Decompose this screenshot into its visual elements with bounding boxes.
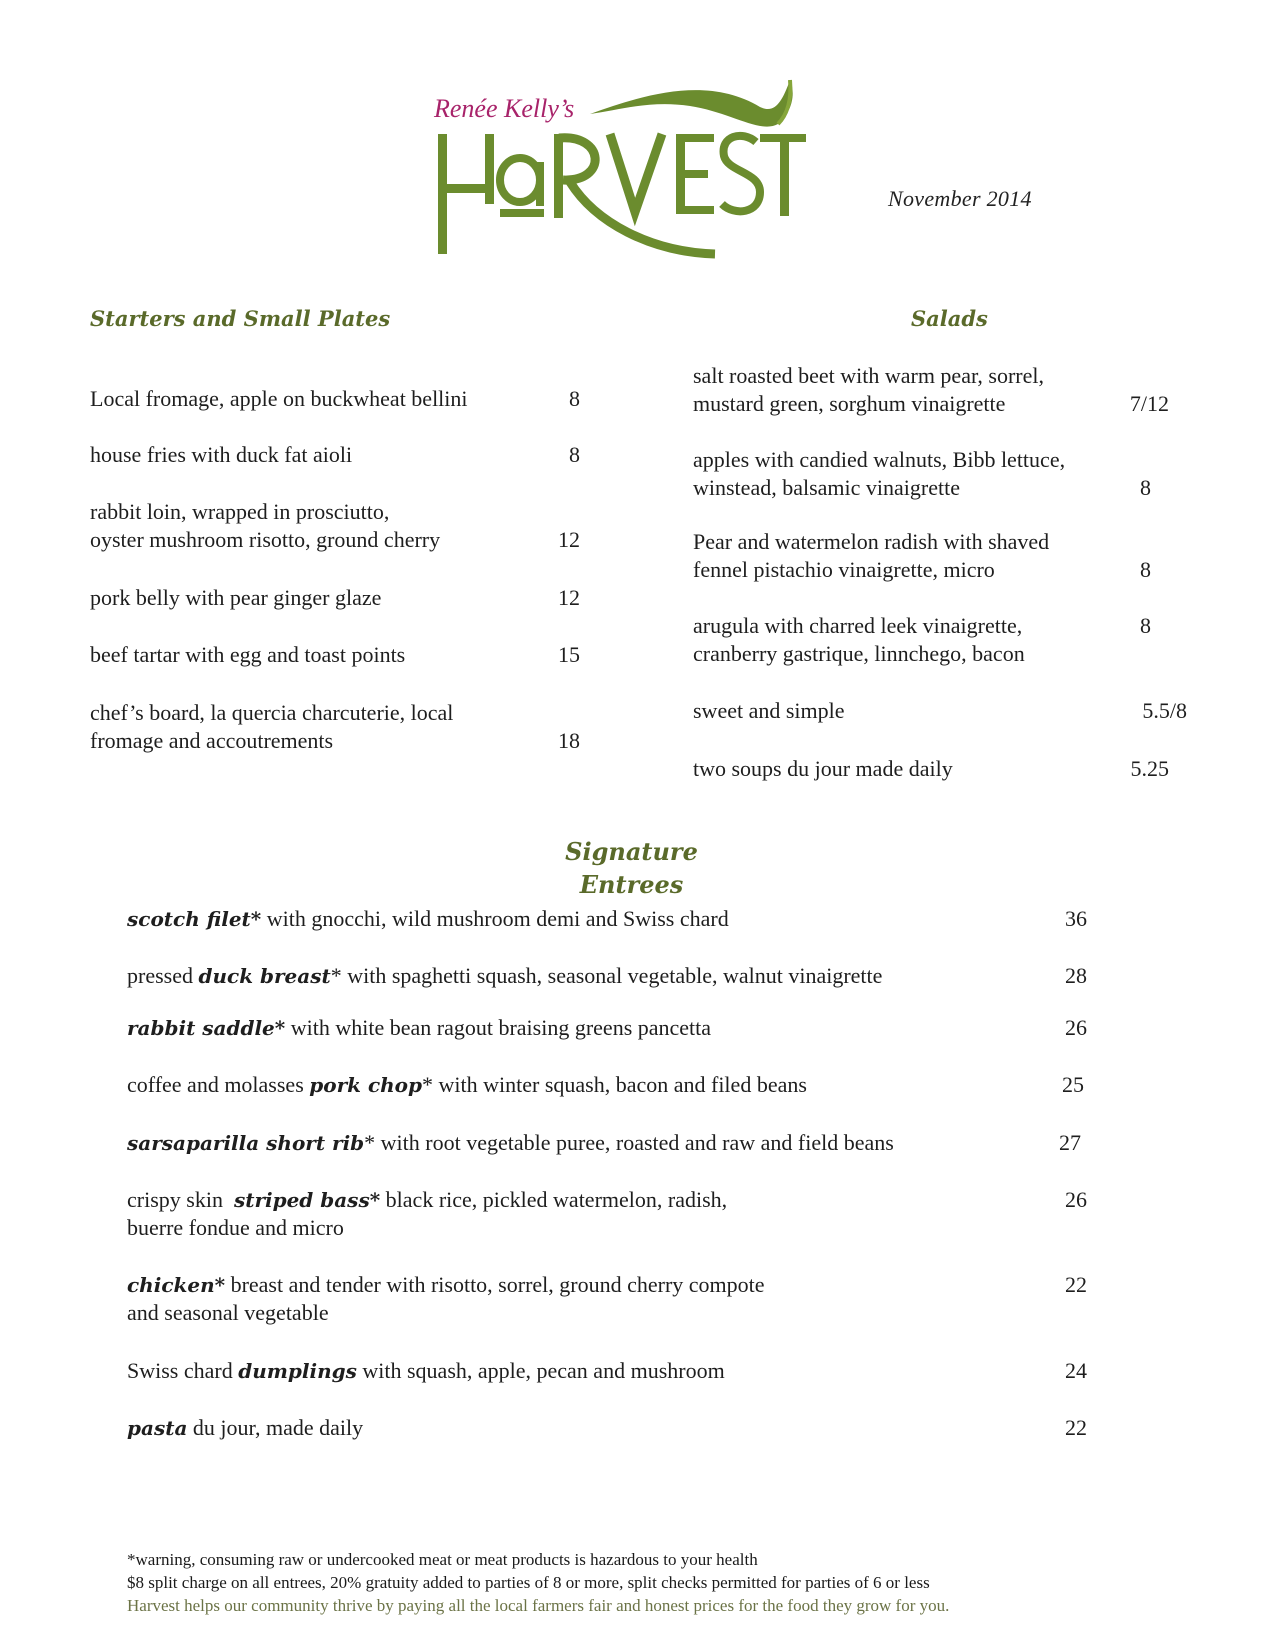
entree-name: rabbit saddle* [127,1016,286,1040]
entrees-title-line2: Entrees [579,870,684,899]
entree-prefix: crispy skin [127,1187,234,1212]
item-price: 8 [569,386,580,411]
entree-name: pork chop [309,1073,422,1097]
item-price: 18 [558,728,580,753]
entree-price: 24 [1065,1358,1087,1383]
entree-prefix: pressed [127,963,199,988]
entree-name: dumplings [238,1359,357,1383]
entree-name: scotch filet* [127,907,262,931]
entree-description: with white bean ragout braising greens pancetta [285,1015,712,1040]
item-price: 15 [558,642,580,667]
entree-name: chicken* [127,1273,226,1297]
community-mission: Harvest helps our community thrive by paying all the local farmers fair and honest prices for the food they grow for you. [127,1596,950,1615]
entree-item [127,1186,1087,1242]
item-price: 8 [569,442,580,467]
starters-title: Starters and Small Plates [90,306,391,331]
item-name: Local fromage, apple on buckwheat bellini [90,386,468,411]
item-name-line2: fennel pistachio vinaigrette, micro [693,557,995,582]
item-name: house fries with duck fat aioli [90,442,353,467]
item-name-line1: salt roasted beet with warm pear, sorrel, [693,363,1044,388]
entree-description: du jour, made daily [187,1415,364,1440]
item-price: 7/12 [1129,391,1169,416]
entree-item [127,905,1087,933]
salad-item [693,697,1193,725]
entree-description: with squash, apple, pecan and mushroom [356,1358,725,1383]
item-price: 8 [1140,475,1151,500]
footer-notes [127,1548,1187,1617]
raw-meat-warning: *warning, consuming raw or undercooked meat or meat products is hazardous to your health [127,1550,758,1569]
entree-price: 36 [1065,906,1087,931]
entree-price: 22 [1065,1272,1087,1297]
starter-item [90,699,580,755]
entree-description: * with spaghetti squash, seasonal vegetable, walnut vinaigrette [330,963,883,988]
entree-item [127,1271,1087,1327]
item-name-line2: winstead, balsamic vinaigrette [693,475,960,500]
split-charge-policy: $8 split charge on all entrees, 20% gratuity added to parties of 8 or more, split checks permitted for parties of 6 or less [127,1573,930,1592]
entree-name: striped bass* [233,1188,381,1212]
item-name-line1: rabbit loin, wrapped in prosciutto, [90,499,390,524]
item-name: beef tartar with egg and toast points [90,642,406,667]
salad-item [693,446,1183,502]
entrees-title [0,835,1275,901]
entree-item [127,1014,1087,1042]
item-price: 8 [1140,613,1151,638]
entree-price: 25 [1062,1072,1084,1097]
entree-price: 26 [1065,1187,1087,1212]
item-name-line2: oyster mushroom risotto, ground cherry [90,527,441,552]
starter-item [90,385,580,413]
entree-name: duck breast [198,964,331,988]
item-price: 5.25 [1130,756,1169,781]
entree-description-line2: and seasonal vegetable [127,1300,329,1325]
entrees-title-line1: Signature [565,837,698,866]
salad-item [693,528,1183,584]
salad-item [693,755,1183,783]
item-price: 12 [558,527,580,552]
entree-description: with gnocchi, wild mushroom demi and Swiss chard [261,906,729,931]
item-name-line2: fromage and accoutrements [90,728,334,753]
item-name-line1: chef’s board, la quercia charcuterie, local [90,700,454,725]
starter-item [90,584,580,612]
item-price: 5.5/8 [1142,698,1187,723]
entree-name: pasta [127,1416,188,1440]
salad-item [693,362,1183,418]
entree-description: * with winter squash, bacon and filed beans [422,1072,807,1097]
entree-description: black rice, pickled watermelon, radish, [380,1187,728,1212]
salads-title: Salads [911,306,988,331]
item-name-line1: Pear and watermelon radish with shaved [693,529,1050,554]
item-name-line1: apples with candied walnuts, Bibb lettuce, [693,447,1066,472]
entree-price: 28 [1065,963,1087,988]
entree-item [127,1129,1087,1157]
entree-price: 26 [1065,1015,1087,1040]
menu-date: November 2014 [888,186,1032,211]
item-name-line2: mustard green, sorghum vinaigrette [693,391,1006,416]
item-name: two soups du jour made daily [693,756,953,781]
entree-description: breast and tender with risotto, sorrel, ground cherry compote [225,1272,765,1297]
entree-prefix: Swiss chard [127,1358,239,1383]
item-price: 12 [558,585,580,610]
starter-item [90,498,580,554]
harvest-logo [430,72,850,267]
salad-item [693,612,1183,668]
entree-item [127,1071,1087,1099]
item-name: sweet and simple [693,698,845,723]
item-price: 8 [1140,557,1151,582]
brand-prefix: Renée Kelly’s [434,94,575,123]
entree-item [127,962,1087,990]
entree-price: 22 [1065,1415,1087,1440]
entree-item [127,1414,1087,1442]
starter-item [90,441,580,469]
item-name-line2: cranberry gastrique, linnchego, bacon [693,641,1025,666]
entree-item [127,1357,1087,1385]
entree-name: sarsaparilla short rib [127,1131,365,1155]
entree-price: 27 [1059,1130,1081,1155]
entree-description-line2: buerre fondue and micro [127,1215,344,1240]
entree-description: * with root vegetable puree, roasted and raw and field beans [364,1130,894,1155]
item-name: pork belly with pear ginger glaze [90,585,382,610]
entree-prefix: coffee and molasses [127,1072,310,1097]
item-name-line1: arugula with charred leek vinaigrette, [693,613,1023,638]
starter-item [90,641,580,669]
